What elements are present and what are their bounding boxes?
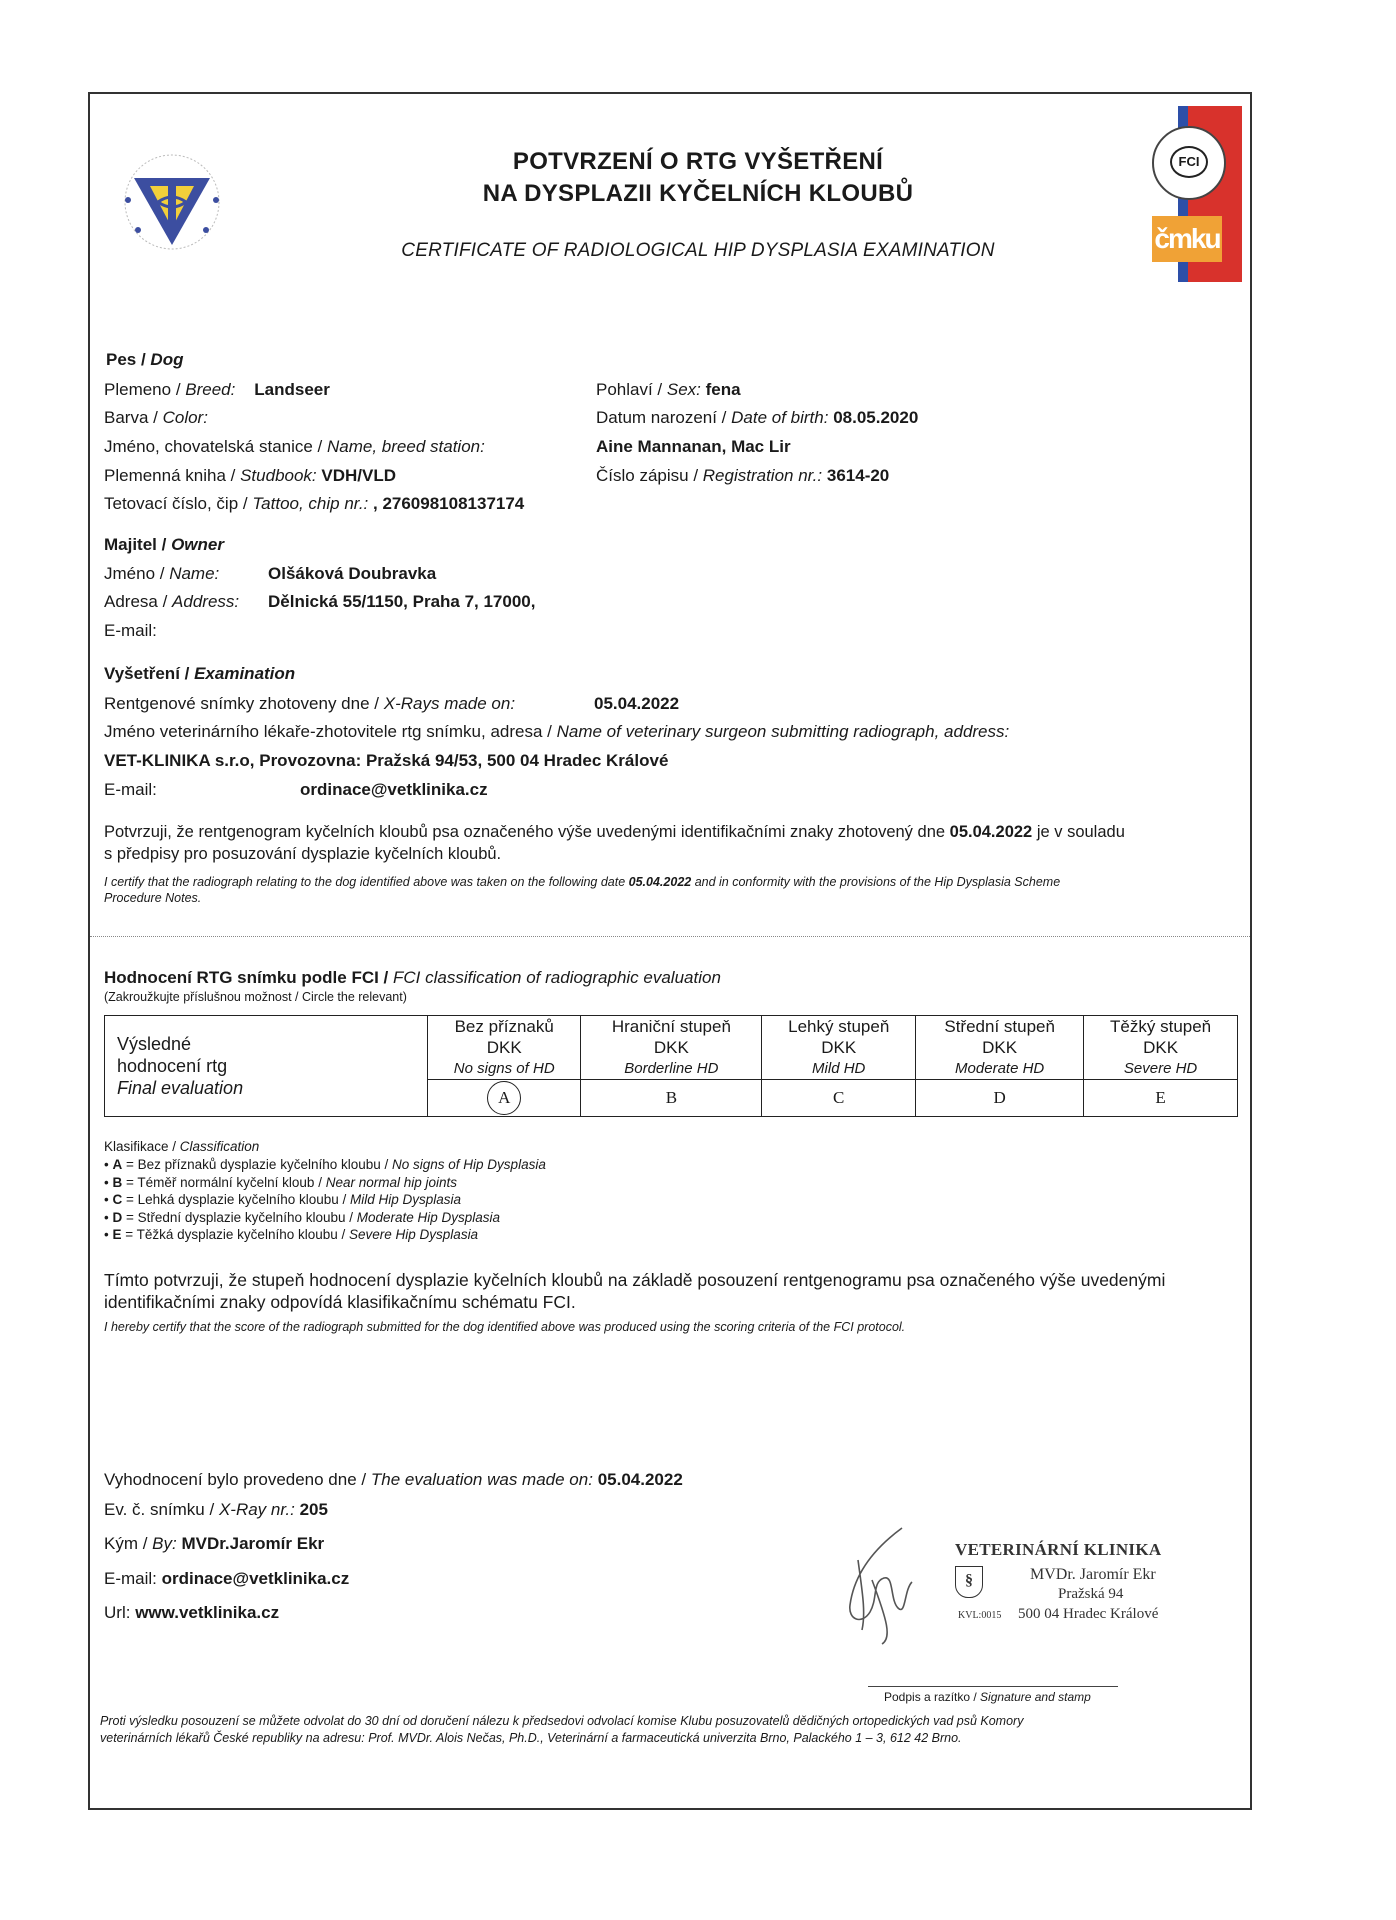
- evaluation-table: [104, 1015, 1238, 1117]
- evaluation-note: (Zakroužkujte příslušnou možnost / Circle the relevant): [104, 990, 407, 1004]
- owner-heading: Majitel / Owner: [104, 535, 224, 554]
- classification-item-a: • A = Bez příznaků dysplazie kyčelního kloubu / No signs of Hip Dysplasia: [104, 1157, 546, 1172]
- stamp-emblem-icon: §: [955, 1566, 983, 1598]
- confirm-cz-line1: Potvrzuji, že rentgenogram kyčelních kloubů psa označeného výše uvedenými identifikačními znaky zhotovený dne 05.04.2022 je v souladu: [104, 823, 1125, 841]
- owner-email-label: E-mail:: [104, 621, 157, 640]
- footer-appeal-line1: Proti výsledku posouzení se můžete odvolat do 30 dní od doručení nálezu k předsedovi odvolací komise Klubu posuzovatelů dědičných ortopedických vad psů Komory: [100, 1714, 1024, 1728]
- col-severe: Těžký stupeň DKK Severe HD: [1084, 1016, 1238, 1080]
- confirm-en-line1: I certify that the radiograph relating to the dog identified above was taken on the following date 05.04.2022 and in conformity with the provisions of the Hip Dysplasia Scheme: [104, 875, 1061, 889]
- title-line2: NA DYSPLAZII KYČELNÍCH KLOUBŮ: [482, 180, 914, 207]
- owner-address-value: Dělnická 55/1150, Praha 7, 17000,: [268, 592, 536, 611]
- studbook-row: Plemenná kniha / Studbook: VDH/VLD: [104, 466, 397, 485]
- xray-date-value: 05.04.2022: [594, 694, 680, 713]
- circled-grade-a: A: [487, 1081, 521, 1115]
- signature-line: [868, 1686, 1118, 1687]
- dog-heading: Pes / Dog: [106, 350, 184, 369]
- cmku-mark: čmku: [1152, 216, 1222, 262]
- sex-row: Pohlaví / Sex: fena: [596, 380, 741, 399]
- grade-d[interactable]: D: [916, 1080, 1084, 1117]
- confirm-cz-line2: s předpisy pro posuzování dysplazie kyčelních kloubů.: [104, 845, 502, 863]
- stamp-clinic-name: VETERINÁRNÍ KLINIKA: [955, 1540, 1162, 1559]
- breed-row: Plemeno / Breed: Landseer: [104, 380, 330, 399]
- classification-item-d: • D = Střední dysplazie kyčelního kloubu / Moderate Hip Dysplasia: [104, 1209, 501, 1225]
- by-value: MVDr.Jaromír Ekr: [181, 1534, 325, 1553]
- dog-name-value: Aine Mannanan, Mac Lir: [596, 437, 791, 456]
- stamp-city: 500 04 Hradec Králové: [1018, 1606, 1159, 1622]
- by-row: Kým / By: MVDr.Jaromír Ekr: [104, 1534, 325, 1553]
- xray-nr-value: 205: [299, 1500, 328, 1519]
- certification-en: I hereby certify that the score of the radiograph submitted for the dog identified above was produced using the scoring criteria of the FCI protocol.: [104, 1320, 906, 1334]
- classification-item-e: • E = Těžká dysplazie kyčelního kloubu / Severe Hip Dysplasia: [104, 1227, 479, 1242]
- handwritten-signature: [832, 1520, 942, 1650]
- exam-email-label: E-mail:: [104, 780, 157, 799]
- certification-cz-line2: identifikačními znaky odpovídá klasifikačnímu schématu FCI.: [104, 1292, 576, 1312]
- col-borderline: Hraniční stupeň DKK Borderline HD: [581, 1016, 762, 1080]
- col-moderate: Střední stupeň DKK Moderate HD: [916, 1016, 1084, 1080]
- title-line1: POTVRZENÍ O RTG VYŠETŘENÍ: [512, 148, 884, 175]
- classification-item-b: • B = Téměř normální kyčelní kloub / Near normal hip joints: [104, 1174, 458, 1190]
- url-value: www.vetklinika.cz: [135, 1603, 280, 1622]
- dog-name-label: Jméno, chovatelská stanice / Name, breed station:: [104, 437, 485, 456]
- registration-row: Číslo zápisu / Registration nr.: 3614-20: [596, 466, 890, 485]
- stamp-vet-name: MVDr. Jaromír Ekr: [1030, 1566, 1156, 1583]
- certification-cz-line1: Tímto potvrzuji, že stupeň hodnocení dysplazie kyčelních kloubů na základě posouzení rentgenogramu psa označeného výše uvedenými: [104, 1270, 1166, 1290]
- evaluation-date-value: 05.04.2022: [597, 1470, 683, 1489]
- dob-row: Datum narození / Date of birth: 08.05.2020: [596, 408, 919, 427]
- classification-heading: Klasifikace / Classification: [104, 1139, 260, 1154]
- final-evaluation-label: Výsledné hodnocení rtg Final evaluation: [105, 1016, 428, 1117]
- owner-name-label: Jméno / Name:: [104, 564, 220, 583]
- stamp-street: Pražská 94: [1058, 1586, 1124, 1602]
- chip-value: , 276098108137174: [373, 494, 525, 513]
- evaluator-email-row: E-mail: ordinace@vetklinika.cz: [104, 1569, 350, 1588]
- vet-label: Jméno veterinárního lékaře-zhotovitele rtg snímku, adresa / Name of veterinary surgeon submitting radiograph, address:: [104, 722, 1010, 741]
- evaluator-email-value: ordinace@vetklinika.cz: [161, 1569, 350, 1588]
- owner-name-value: Olšáková Doubravka: [268, 564, 437, 583]
- fci-cmku-logo: [1150, 106, 1242, 282]
- chip-row: Tetovací číslo, čip / Tattoo, chip nr.: , 276098108137174: [104, 494, 525, 513]
- sex-value: fena: [705, 380, 741, 399]
- registration-value: 3614-20: [826, 466, 890, 485]
- xray-nr-row: Ev. č. snímku / X-Ray nr.: 205: [104, 1500, 328, 1519]
- exam-heading: Vyšetření / Examination: [104, 664, 296, 683]
- grade-c[interactable]: C: [762, 1080, 916, 1117]
- section-divider: [90, 936, 1250, 937]
- evaluation-date-row: Vyhodnocení bylo provedeno dne / The evaluation was made on: 05.04.2022: [104, 1470, 683, 1489]
- footer-appeal-line2: veterinárních lékařů České republiky na adresu: Prof. MVDr. Alois Nečas, Ph.D., Veterinární a farmaceutická univerzita Brno, Palackého 1 – 3, 612 42 Brno.: [100, 1731, 962, 1745]
- grade-b[interactable]: B: [581, 1080, 762, 1117]
- col-no-signs: Bez příznaků DKK No signs of HD: [428, 1016, 581, 1080]
- grade-e[interactable]: E: [1084, 1080, 1238, 1117]
- xray-date-label: Rentgenové snímky zhotoveny dne / X-Rays made on:: [104, 694, 516, 713]
- dob-value: 08.05.2020: [833, 408, 919, 427]
- color-row: Barva / Color:: [104, 408, 208, 427]
- grade-a[interactable]: [428, 1080, 581, 1117]
- classification-list: [104, 1156, 546, 1244]
- fci-mark: FCI: [1170, 146, 1208, 178]
- signature-caption: Podpis a razítko / Signature and stamp: [884, 1690, 1091, 1704]
- studbook-value: VDH/VLD: [321, 466, 397, 485]
- breed-value: Landseer: [254, 380, 330, 399]
- col-mild: Lehký stupeň DKK Mild HD: [762, 1016, 916, 1080]
- owner-address-label: Adresa / Address:: [104, 592, 240, 611]
- classification-item-c: • C = Lehká dysplazie kyčelního kloubu / Mild Hip Dysplasia: [104, 1192, 462, 1207]
- vet-address: VET-KLINIKA s.r.o, Provozovna: Pražská 94/53, 500 04 Hradec Králové: [104, 751, 669, 770]
- evaluation-heading: Hodnocení RTG snímku podle FCI / FCI classification of radiographic evaluation: [104, 968, 721, 987]
- subtitle: CERTIFICATE OF RADIOLOGICAL HIP DYSPLASIA EXAMINATION: [401, 240, 995, 261]
- exam-email-value: ordinace@vetklinika.cz: [300, 780, 488, 799]
- confirm-en-line2: Procedure Notes.: [104, 891, 202, 905]
- url-row: Url: www.vetklinika.cz: [104, 1603, 280, 1622]
- stamp-code: KVL:0015: [958, 1610, 1002, 1621]
